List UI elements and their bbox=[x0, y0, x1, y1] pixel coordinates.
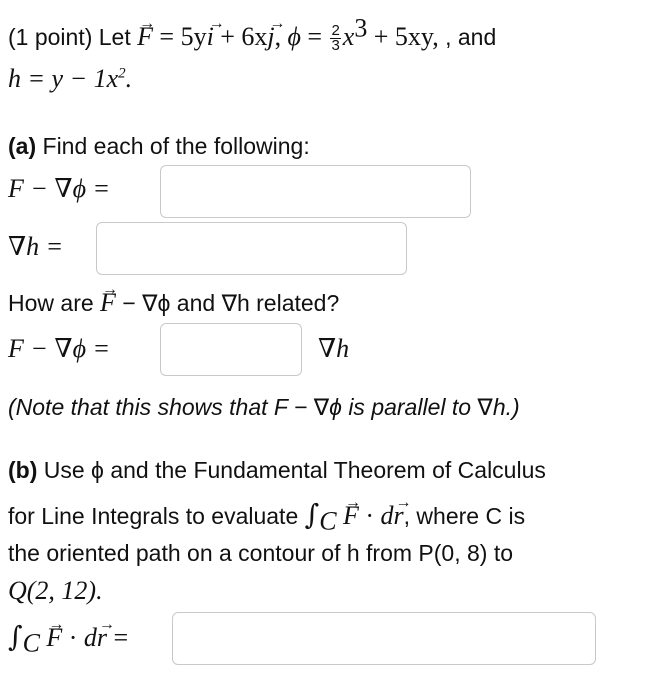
integral-expression: $\int_C \to F \cdot d\to r$ = bbox=[8, 622, 128, 653]
expr3-rhs: ∇h bbox=[318, 334, 350, 363]
points-label: (1 point) bbox=[8, 24, 93, 50]
answer-input-3[interactable] bbox=[160, 323, 302, 376]
F-rhs-part1: = 5y bbox=[159, 22, 207, 51]
j-hat: → j bbox=[267, 22, 274, 52]
vector-r-2: → r bbox=[97, 623, 107, 653]
part-b-line1 bbox=[8, 455, 546, 485]
phi-symbol: ϕ bbox=[287, 22, 301, 51]
part-b-line3: the oriented path on a contour of h from P(0, 8) to bbox=[8, 540, 514, 566]
related-start: How are bbox=[8, 290, 94, 316]
problem-statement-line1: (1 point) Let → F = 5y→ i + 6x→ j, ϕ = $\frac{2}{3}$ $x^3 + 5xy$, , and bbox=[8, 22, 496, 53]
and-word: , and bbox=[445, 24, 497, 50]
part-b-line2: for Line Integrals to evaluate $\int_C \to F \cdot d\to r$, where C is bbox=[8, 500, 525, 531]
expr3-text: F − ∇ϕ = bbox=[8, 334, 111, 363]
part-b-line2-end: , where C is bbox=[403, 503, 526, 529]
answer-input-1[interactable] bbox=[160, 165, 471, 218]
vector-F-3: → F bbox=[343, 501, 359, 531]
answer-input-2[interactable] bbox=[96, 222, 407, 275]
integral-sign-2: ∫ bbox=[8, 620, 23, 653]
part-b-line2-start: for Line Integrals to evaluate bbox=[8, 503, 299, 529]
parallel-note: (Note that this shows that F − ∇ϕ is parallel to ∇h.) bbox=[8, 394, 520, 420]
frac-den: 3 bbox=[331, 37, 340, 55]
integral-sub: C bbox=[319, 506, 337, 536]
expr1-text: F − ∇ϕ = bbox=[8, 174, 111, 203]
part-a-prompt: Find each of the following: bbox=[42, 133, 310, 159]
phi-tail: + 5xy, bbox=[373, 22, 439, 51]
phi-eq: = bbox=[307, 22, 323, 51]
h-definition: $h = y - 1x^2$. bbox=[8, 64, 133, 93]
vector-F: → F bbox=[137, 22, 153, 52]
expr-relation bbox=[8, 334, 110, 364]
answer-input-4[interactable] bbox=[172, 612, 596, 665]
integral-sub-2: C bbox=[22, 628, 40, 658]
part-a-label: (a) bbox=[8, 133, 37, 159]
part-a-heading bbox=[8, 131, 310, 161]
integral-sign: ∫ bbox=[304, 498, 320, 531]
F-rhs-part2: + 6x bbox=[220, 22, 268, 51]
expr-F-minus-gradphi bbox=[8, 174, 110, 204]
related-mid: − ∇ϕ and ∇h related? bbox=[122, 290, 340, 316]
h-def-text: h = y − 1x bbox=[8, 64, 119, 93]
expr-grad-h bbox=[8, 232, 63, 262]
vector-r: → r bbox=[394, 501, 404, 531]
vector-F-4: → F bbox=[46, 623, 62, 653]
frac-num: 2 bbox=[331, 22, 340, 40]
phi-fraction bbox=[330, 24, 340, 53]
h-exp: 2 bbox=[118, 65, 126, 82]
part-b-line1-text: Use ϕ and the Fundamental Theorem of Calculus bbox=[43, 457, 546, 483]
i-hat: → i bbox=[207, 22, 214, 52]
expr2-text: ∇h = bbox=[8, 232, 64, 261]
let-word: Let bbox=[98, 24, 131, 50]
part-b-label: (b) bbox=[8, 457, 38, 483]
part-b-line4: Q(2, 12). bbox=[8, 576, 103, 605]
related-question bbox=[8, 288, 339, 318]
vector-F-2: → F bbox=[100, 288, 116, 318]
